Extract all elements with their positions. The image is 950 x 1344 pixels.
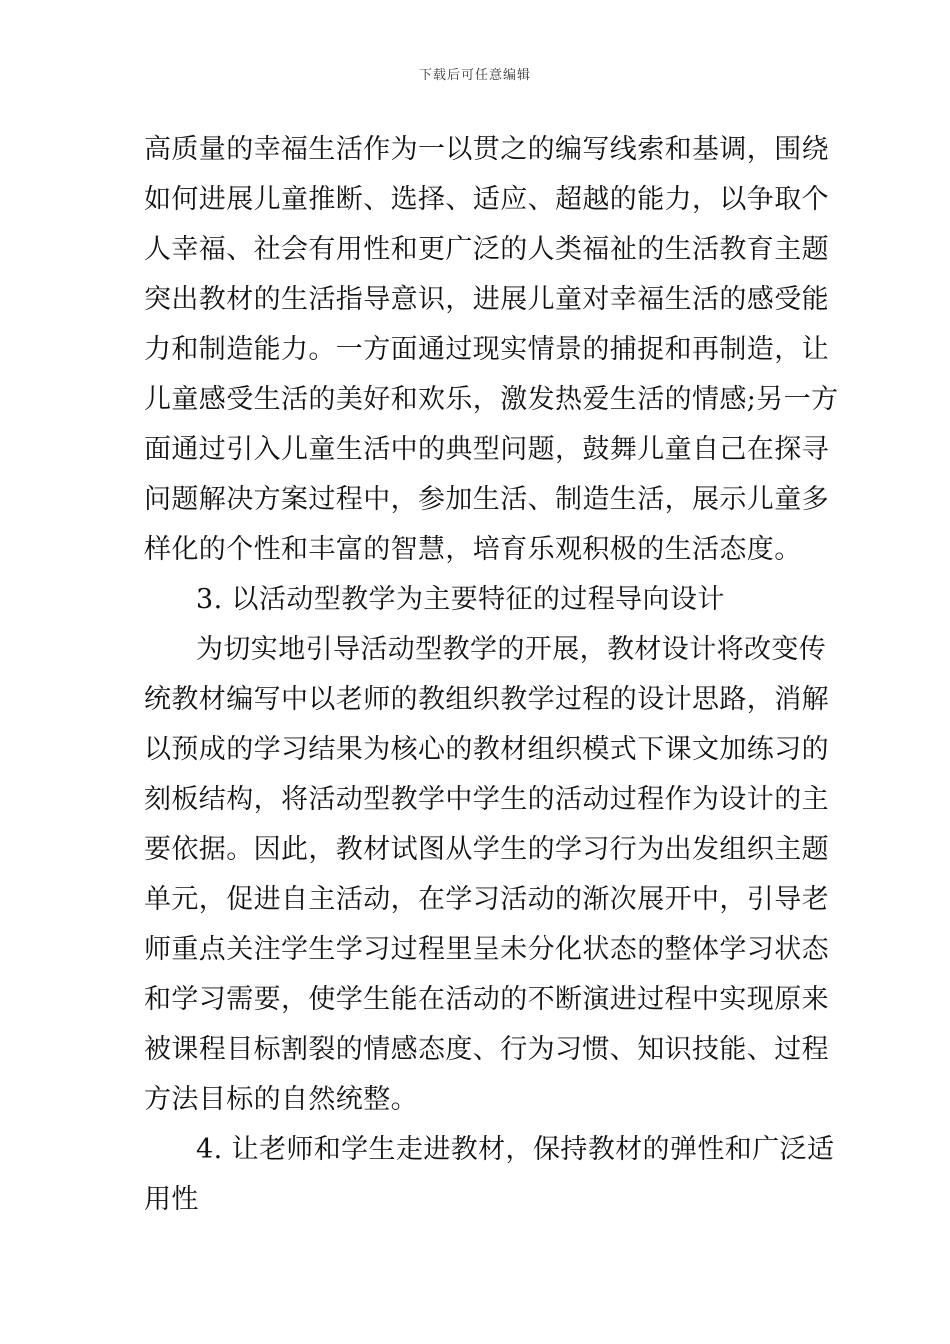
- paragraph-line: 和学习需要，使学生能在活动的不断演进过程中实现原来: [144, 984, 829, 1015]
- paragraph-line: 为切实地引导活动型教学的开展，教材设计将改变传: [196, 634, 827, 665]
- paragraph-line: 样化的个性和丰富的智慧，培育乐观积极的生活态度。: [144, 534, 802, 565]
- paragraph-line: 人幸福、社会有用性和更广泛的人类福祉的生活教育主题: [144, 234, 829, 265]
- section-heading: 4. 让老师和学生走进教材，保持教材的弹性和广泛适: [196, 1134, 835, 1165]
- paragraph-line: 儿童感受生活的美好和欢乐，激发热爱生活的情感;另一方: [144, 384, 839, 415]
- paragraph-line: 师重点关注学生学习过程里呈未分化状态的整体学习状态: [144, 934, 829, 965]
- paragraph-line: 面通过引入儿童生活中的典型问题，鼓舞儿童自己在探寻: [144, 434, 829, 465]
- paragraph-line: 方法目标的自然统整。: [144, 1084, 418, 1115]
- paragraph-line: 问题解决方案过程中，参加生活、制造生活，展示儿童多: [144, 484, 829, 515]
- paragraph-line: 要依据。因此，教材试图从学生的学习行为出发组织主题: [144, 834, 829, 865]
- section-heading: 3. 以活动型教学为主要特征的过程导向设计: [196, 584, 725, 615]
- paragraph-line: 统教材编写中以老师的教组织教学过程的设计思路，消解: [144, 684, 829, 715]
- paragraph-line: 力和制造能力。一方面通过现实情景的捕捉和再制造，让: [144, 334, 829, 365]
- paragraph-line: 突出教材的生活指导意识，进展儿童对幸福生活的感受能: [144, 284, 829, 315]
- paragraph-line: 如何进展儿童推断、选择、适应、超越的能力，以争取个: [144, 184, 829, 215]
- paragraph-line: 以预成的学习结果为核心的教材组织模式下课文加练习的: [144, 734, 829, 765]
- page-header: 下载后可任意编辑: [418, 68, 531, 83]
- paragraph-line: 刻板结构，将活动型教学中学生的活动过程作为设计的主: [144, 784, 829, 815]
- paragraph-line: 高质量的幸福生活作为一以贯之的编写线索和基调，围绕: [144, 134, 829, 165]
- paragraph-line: 单元，促进自主活动，在学习活动的渐次展开中，引导老: [144, 884, 829, 915]
- section-heading-continued: 用性: [144, 1184, 199, 1215]
- paragraph-line: 被课程目标割裂的情感态度、行为习惯、知识技能、过程: [144, 1034, 829, 1065]
